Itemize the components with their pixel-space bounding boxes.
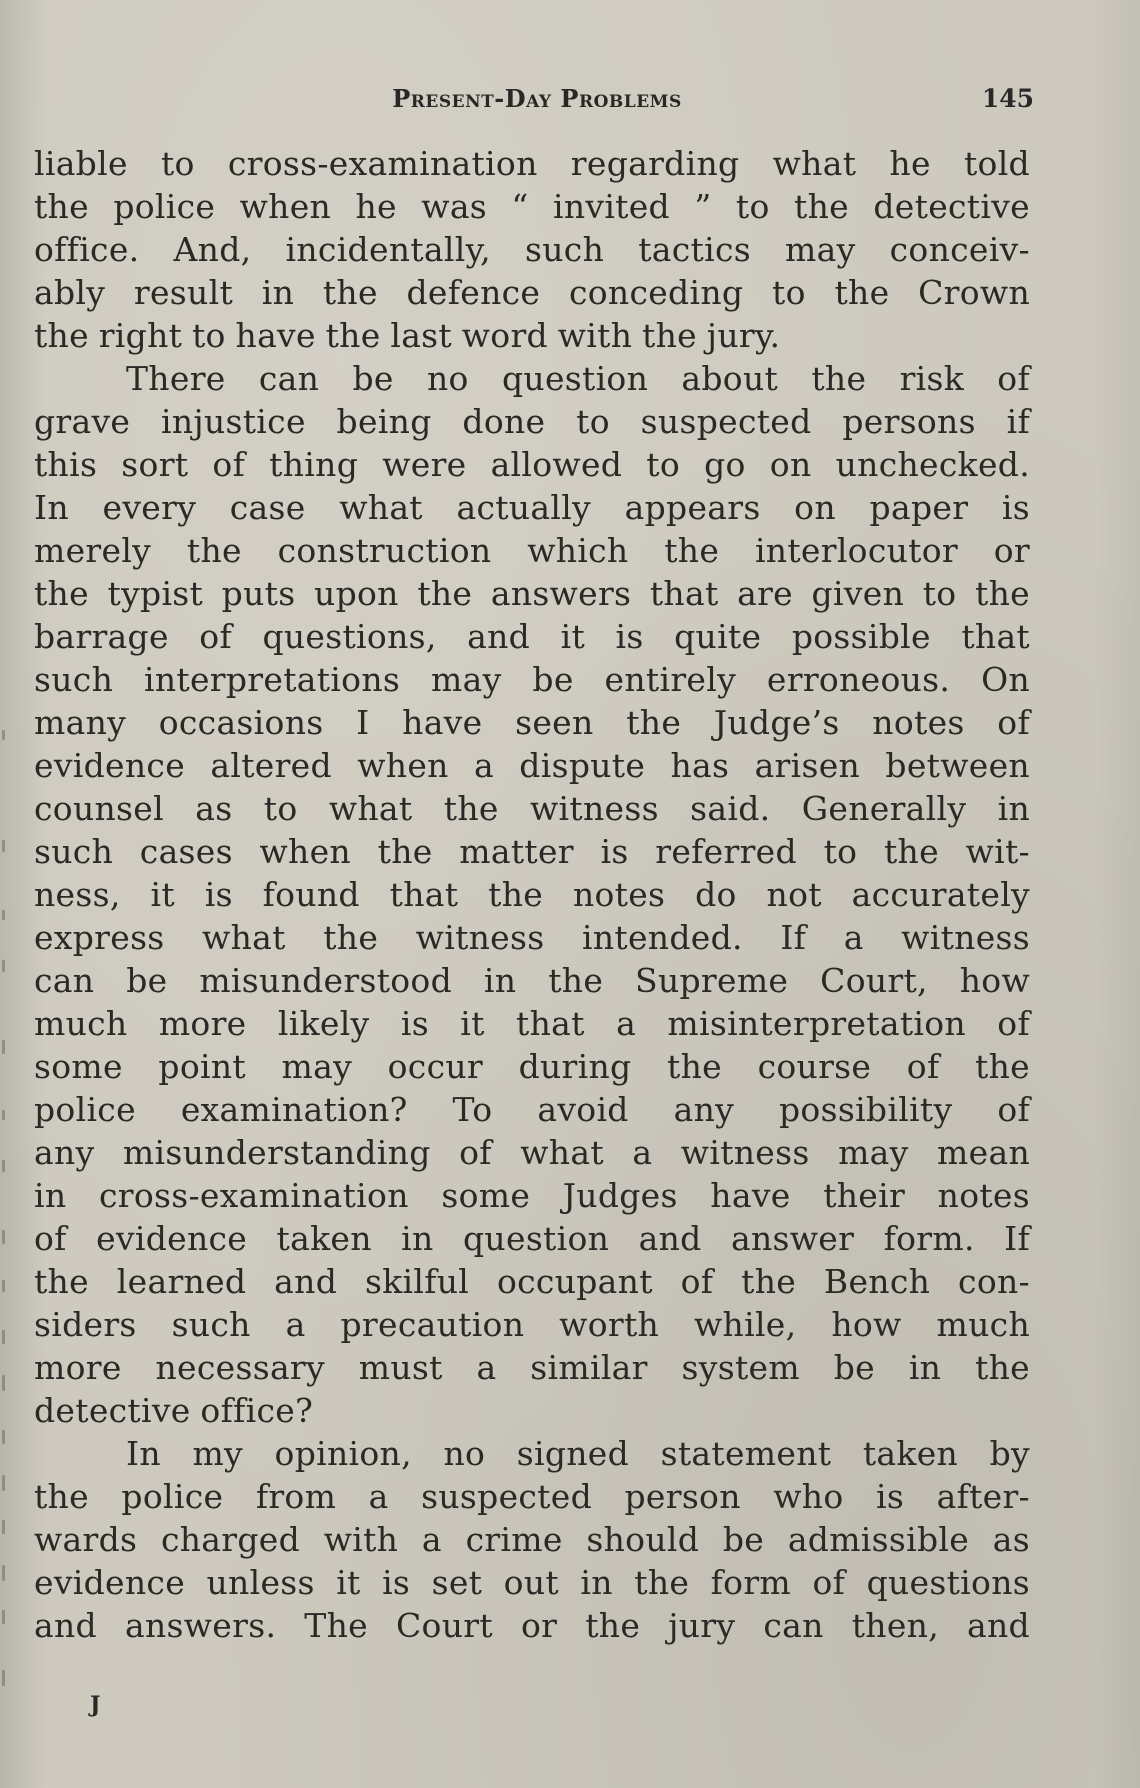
text-line: liable to cross-examination regarding what he told	[34, 144, 1030, 183]
text-line: wards charged with a crime should be admissible as	[34, 1520, 1030, 1559]
text-line: ably result in the defence conceding to the Crown	[34, 273, 1030, 312]
text-line: such cases when the matter is referred to the wit-	[34, 832, 1030, 871]
text-line: siders such a precaution worth while, how much	[34, 1305, 1030, 1344]
text-line: express what the witness intended. If a witness	[34, 918, 1030, 957]
binding-edge	[0, 640, 14, 1740]
text-line: evidence unless it is set out in the form of questions	[34, 1563, 1030, 1602]
text-line: some point may occur during the course of the	[34, 1047, 1030, 1086]
text-line: such interpretations may be entirely erroneous. On	[34, 660, 1030, 699]
running-title: Present-Day Problems	[392, 84, 682, 113]
paragraph-start-line: In my opinion, no signed statement taken by	[126, 1434, 1030, 1473]
text-line: this sort of thing were allowed to go on unchecked.	[34, 445, 1030, 484]
text-line: detective office?	[34, 1391, 314, 1430]
text-line: counsel as to what the witness said. Generally in	[34, 789, 1030, 828]
text-line: office. And, incidentally, such tactics may conceiv-	[34, 230, 1030, 269]
text-line: police examination? To avoid any possibility of	[34, 1090, 1030, 1129]
text-line: merely the construction which the interlocutor or	[34, 531, 1030, 570]
text-line: any misunderstanding of what a witness may mean	[34, 1133, 1030, 1172]
text-line: In every case what actually appears on paper is	[34, 488, 1030, 527]
text-line: much more likely is it that a misinterpretation of	[34, 1004, 1030, 1043]
signature-mark: J	[90, 1692, 101, 1718]
text-line: of evidence taken in question and answer form. If	[34, 1219, 1030, 1258]
text-line: the police from a suspected person who is after-	[34, 1477, 1030, 1516]
text-line: the police when he was “ invited ” to the detective	[34, 187, 1030, 226]
running-head	[40, 84, 1034, 120]
paragraph-start-line: There can be no question about the risk of	[126, 359, 1030, 398]
text-line: grave injustice being done to suspected persons if	[34, 402, 1030, 441]
text-line: many occasions I have seen the Judge’s notes of	[34, 703, 1030, 742]
page-number: 145	[981, 84, 1034, 113]
body-text	[34, 142, 1030, 1647]
text-line: more necessary must a similar system be in the	[34, 1348, 1030, 1387]
text-line: the learned and skilful occupant of the Bench con-	[34, 1262, 1030, 1301]
text-line: the typist puts upon the answers that are given to the	[34, 574, 1030, 613]
text-line: ness, it is found that the notes do not accurately	[34, 875, 1030, 914]
text-line: evidence altered when a dispute has arisen between	[34, 746, 1030, 785]
text-line: in cross-examination some Judges have their notes	[34, 1176, 1030, 1215]
text-line: the right to have the last word with the jury.	[34, 316, 781, 355]
text-line: and answers. The Court or the jury can then, and	[34, 1606, 1030, 1645]
text-line: can be misunderstood in the Supreme Court, how	[34, 961, 1030, 1000]
text-line: barrage of questions, and it is quite possible that	[34, 617, 1030, 656]
